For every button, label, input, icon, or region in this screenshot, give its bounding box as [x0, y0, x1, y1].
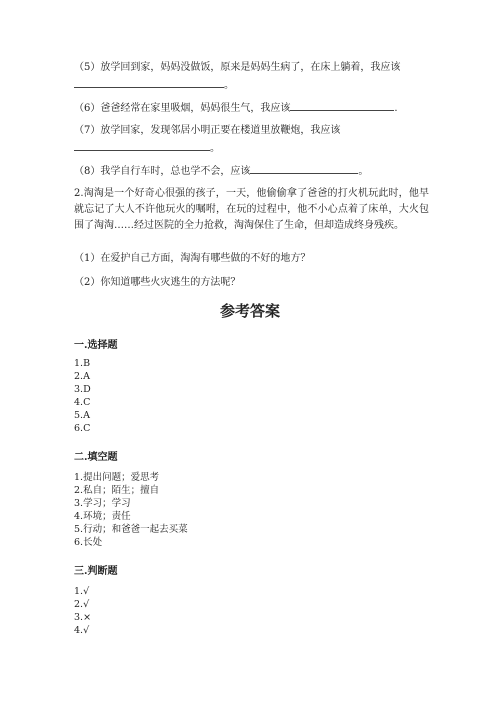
answer-item: 3.D [74, 384, 91, 395]
answer-item: 1.提出问题；爱思考 [74, 472, 160, 483]
answer-item: 2.私自；陌生；擅自 [74, 485, 160, 496]
answer-item: 3.学习；学习 [74, 498, 131, 509]
answer-item: 1.√ [74, 586, 90, 597]
question-2-part-2: （2）你知道哪些火灾逃生的方法呢？ [74, 277, 241, 288]
question-5 [74, 61, 400, 74]
question-5-text: （5）放学回到家，妈妈没做饭，原来是妈妈生病了，在床上躺着，我应该 [74, 62, 401, 73]
question-2-part-1: （1）在爱护自己方面，淘淘有哪些做的不好的地方？ [74, 253, 311, 264]
question-7 [74, 124, 340, 137]
answer-item: 1.B [74, 358, 91, 369]
question-5-answer-line [74, 77, 234, 92]
answer-item: 4.C [74, 397, 91, 408]
question-7-tail: 。 [210, 143, 220, 154]
question-8 [74, 163, 368, 178]
answer-item: 4.环境；责任 [74, 511, 131, 522]
answer-item: 2.√ [74, 599, 90, 610]
section-heading-fill: 二.填空题 [74, 452, 118, 463]
answer-item: 2.A [74, 371, 90, 382]
answer-blank[interactable] [74, 77, 224, 88]
answer-key-title: 参考答案 [219, 302, 280, 320]
answer-blank[interactable] [290, 100, 394, 111]
question-6-tail: . [394, 103, 398, 114]
question-8-text: （8）我学自行车时，总也学不会，应该 [74, 166, 251, 177]
question-5-tail: 。 [224, 80, 234, 91]
answer-item: 5.行动；和爸爸一起去买菜 [74, 524, 188, 535]
question-2-passage: 2.淘淘是一个好奇心很强的孩子，一天，他偷偷拿了爸爸的打火机玩此时，他早就忘记了大人不许他玩火的嘱咐，在玩的过程中，他不小心点着了床单，大火包围了淘淘……经过医院的全力抢救，淘淘保住了生命，但却造成终身残疾。 [74, 188, 429, 231]
section-heading-choice: 一.选择题 [74, 340, 118, 351]
question-6 [74, 100, 398, 115]
answer-item: 4.√ [74, 625, 90, 636]
section-heading-judge: 三.判断题 [74, 566, 118, 577]
question-8-tail: 。 [358, 166, 369, 177]
question-6-text: （6）爸爸经常在家里吸烟，妈妈很生气，我应该 [74, 103, 291, 114]
answer-item: 6.C [74, 423, 91, 434]
answer-item: 6.长处 [74, 537, 103, 548]
answer-item: 5.A [74, 410, 90, 421]
question-7-answer-line [74, 140, 220, 155]
answer-item: 3.× [74, 612, 92, 623]
answer-blank[interactable] [250, 163, 358, 174]
answer-blank[interactable] [74, 140, 210, 151]
question-7-text: （7）放学回家，发现邻居小明正要在楼道里放鞭炮，我应该 [74, 125, 341, 136]
